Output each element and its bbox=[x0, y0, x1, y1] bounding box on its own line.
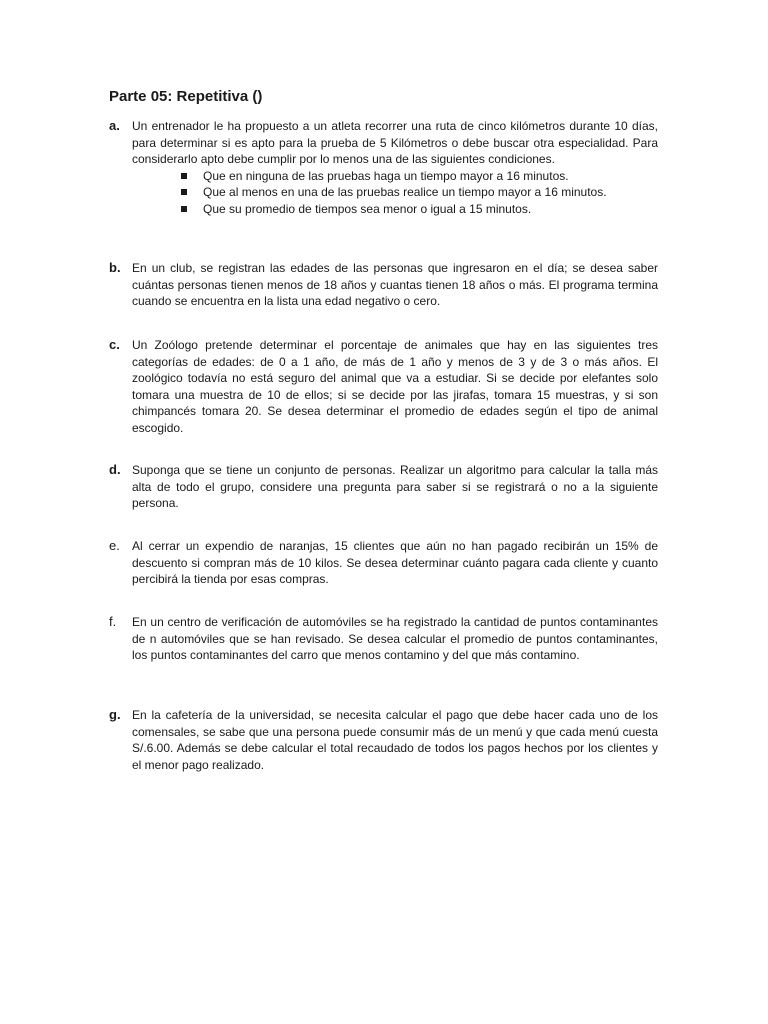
conditions-list bbox=[179, 168, 658, 218]
square-bullet-icon bbox=[181, 173, 187, 179]
exercise-text: Al cerrar un expendio de naranjas, 15 clientes que aún no han pagado recibirán un 15% de descuento si compran más de 10 kilos. Se desea determinar cuánto pagara cada cliente y cuanto percibirá la tienda por esas compras. bbox=[132, 539, 658, 586]
list-item-text: Que su promedio de tiempos sea menor o igual a 15 minutos. bbox=[203, 201, 532, 216]
exercise-text: Un entrenador le ha propuesto a un atleta recorrer una ruta de cinco kilómetros durante 10 días, para determinar si es apto para la prueba de 5 Kilómetros o debe buscar otra especialidad. Para considerarlo apto debe cumplir por lo menos una de las siguientes condiciones. bbox=[132, 119, 658, 166]
exercise-text: Un Zoólogo pretende determinar el porcentaje de animales que hay en las siguientes tres categorías de edades: de 0 a 1 año, de más de 1 año y menos de 3 y de 3 o más años. El zoológico todavía no está seguro del animal que va a estudiar. Si se decide por elefantes solo tomara una muestra de 10 de ellos; si se decide por las jirafas, tomara 15 muestras, y si son chimpancés tomara 20. Se desea determinar el promedio de edades según el tipo de animal escogido. bbox=[132, 338, 658, 435]
exercise-marker: f. bbox=[109, 614, 117, 629]
exercise-text: En la cafetería de la universidad, se necesita calcular el pago que debe hacer cada uno de los comensales, se sabe que una persona puede consumir más de un menú y que cada menú cuesta S/.6.00. Además se debe calcular el total recaudado de todos los pagos hechos por los clientes y el menor pago realizado. bbox=[132, 708, 658, 772]
exercise-d bbox=[109, 462, 658, 512]
exercise-marker: c. bbox=[109, 337, 120, 352]
exercise-f bbox=[109, 614, 658, 664]
page-title: Parte 05: Repetitiva () bbox=[109, 88, 263, 105]
list-item-text: Que al menos en una de las pruebas realice un tiempo mayor a 16 minutos. bbox=[203, 185, 607, 199]
exercise-marker: e. bbox=[109, 538, 120, 553]
list-item bbox=[179, 201, 658, 218]
exercise-b bbox=[109, 260, 658, 310]
square-bullet-icon bbox=[181, 189, 187, 195]
exercise-marker: b. bbox=[109, 260, 121, 275]
exercise-text: En un centro de verificación de automóviles se ha registrado la cantidad de puntos contaminantes de n automóviles que se han revisado. Se desea calcular el promedio de puntos contaminantes, los puntos contaminantes del carro que menos contamino y del que más contamino. bbox=[132, 615, 658, 662]
exercise-g bbox=[109, 707, 658, 773]
exercise-a bbox=[109, 118, 658, 217]
exercise-marker: g. bbox=[109, 707, 121, 722]
exercise-c bbox=[109, 337, 658, 436]
list-item bbox=[179, 168, 658, 185]
exercise-marker: a. bbox=[109, 118, 120, 133]
list-item-text: Que en ninguna de las pruebas haga un tiempo mayor a 16 minutos. bbox=[203, 168, 569, 183]
exercise-e bbox=[109, 538, 658, 588]
square-bullet-icon bbox=[181, 206, 187, 212]
list-item bbox=[179, 184, 658, 201]
exercise-marker: d. bbox=[109, 462, 121, 477]
exercise-text: Suponga que se tiene un conjunto de personas. Realizar un algoritmo para calcular la talla más alta de todo el grupo, considere una pregunta para saber si se registrará o no a la siguiente persona. bbox=[132, 463, 658, 510]
exercise-text: En un club, se registran las edades de las personas que ingresaron en el día; se desea saber cuántas personas tienen menos de 18 años y cuantas tienen 18 años o más. El programa termina cuando se encuentra en la lista una edad negativo o cero. bbox=[132, 261, 658, 308]
